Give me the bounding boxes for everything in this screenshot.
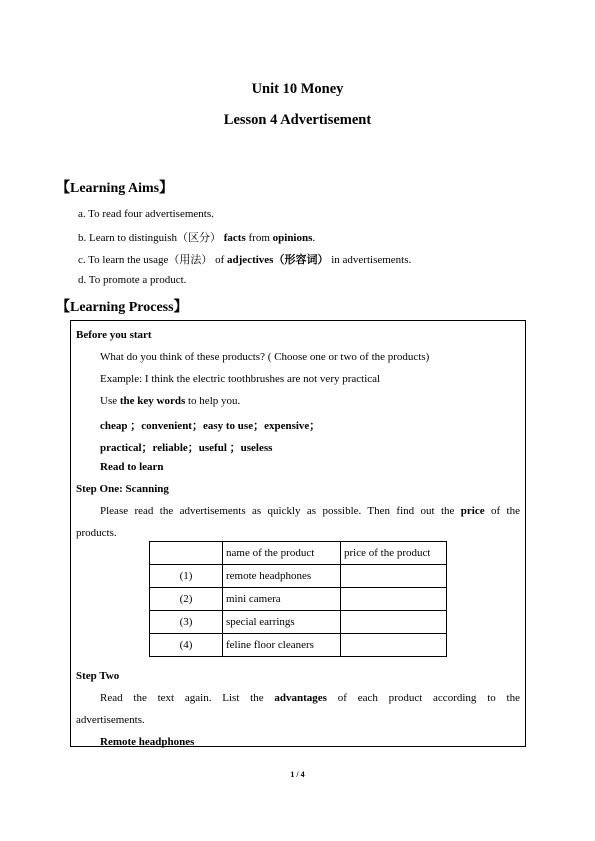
step-one-heading: Step One: Scanning	[76, 483, 169, 495]
learning-aims-heading: 【Learning Aims】	[56, 181, 174, 196]
step-two-end: of each product according to the	[326, 692, 520, 704]
step-two-advantages: advantages	[274, 692, 327, 704]
aim-a: a. To read four advertisements.	[78, 208, 214, 220]
aim-c-end: in advertisements.	[328, 254, 412, 266]
step-two-cont: advertisements.	[76, 714, 145, 726]
step-one-instruction	[100, 505, 520, 517]
aim-b-facts: facts	[223, 232, 246, 244]
question-line: What do you think of these products? ( Choose one or two of the products)	[100, 351, 430, 363]
table-row	[150, 611, 447, 634]
step-two-pre: Read the text again. List the	[100, 692, 275, 704]
table-header-cell	[150, 542, 223, 565]
step-two-instruction	[100, 692, 520, 704]
table-cell-price[interactable]	[341, 588, 447, 611]
use-key-words-line	[100, 395, 240, 407]
table-row	[150, 565, 447, 588]
key-words-line-1: cheap ；convenient；easy to use；expensive；	[100, 420, 321, 432]
step-one-pre: Please read the advertisements as quickly as possible. Then find out the	[100, 505, 461, 517]
before-you-start: Before you start	[76, 329, 152, 341]
learning-process-box	[70, 320, 526, 747]
lesson-title: Lesson 4 Advertisement	[223, 112, 372, 128]
table-cell-product: special earrings	[223, 611, 341, 634]
remote-headphones-heading: Remote headphones	[100, 736, 195, 748]
example-line: Example: I think the electric toothbrushes are not very practical	[100, 373, 381, 385]
use-pre: Use	[100, 395, 120, 407]
table-cell-product: feline floor cleaners	[223, 634, 341, 657]
unit-title: Unit 10 Money	[251, 81, 344, 97]
use-key-words: the key words	[119, 395, 186, 407]
price-table	[149, 541, 447, 657]
aim-d: d. To promote a product.	[78, 274, 187, 286]
table-cell-number: (3)	[150, 611, 223, 634]
table-cell-price[interactable]	[341, 634, 447, 657]
key-words-line-2: practical；reliable；useful ；useless	[100, 442, 273, 454]
table-cell-number: (1)	[150, 565, 223, 588]
aim-b	[78, 229, 315, 245]
table-header-cell: price of the product	[341, 542, 447, 565]
aim-b-end: .	[312, 232, 316, 244]
step-two-heading: Step Two	[76, 670, 120, 682]
table-cell-number: (2)	[150, 588, 223, 611]
table-cell-price[interactable]	[341, 611, 447, 634]
table-cell-price[interactable]	[341, 565, 447, 588]
step-one-cont: products.	[76, 527, 117, 539]
table-cell-product: mini camera	[223, 588, 341, 611]
table-cell-product: remote headphones	[223, 565, 341, 588]
use-end: to help you.	[185, 395, 241, 407]
read-to-learn: Read to learn	[100, 461, 164, 473]
table-header-cell: name of the product	[223, 542, 341, 565]
aim-b-mid: from	[245, 232, 273, 244]
table-header-row	[150, 542, 447, 565]
table-cell-number: (4)	[150, 634, 223, 657]
aim-c-adjectives: adjectives（形容词）	[227, 254, 329, 266]
aim-b-text: b. Learn to distinguish（区分）	[78, 232, 221, 244]
aim-c	[78, 251, 411, 267]
aim-c-of: of	[212, 254, 228, 266]
page-number: 1 / 4	[290, 770, 305, 779]
step-one-price: price	[460, 505, 485, 517]
learning-process-heading: 【Learning Process】	[56, 300, 188, 315]
aim-c-text: c. To learn the usage（用法）	[78, 254, 213, 266]
table-row	[150, 588, 447, 611]
step-one-end: of the	[484, 505, 520, 517]
aim-b-opinions: opinions	[272, 232, 313, 244]
table-row	[150, 634, 447, 657]
